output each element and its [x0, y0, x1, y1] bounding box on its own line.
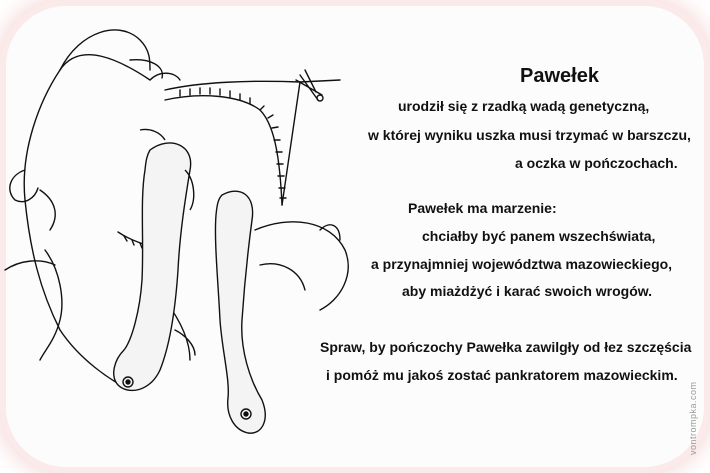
- poem-line: Spraw, by pończochy Pawełka zawilgły od łez szczęścia: [320, 339, 692, 355]
- poem-line: aby miażdżyć i karać swoich wrogów.: [402, 283, 653, 299]
- poem-title: Pawełek: [520, 65, 599, 87]
- poem-line: w której wyniku uszka musi trzymać w barszczu,: [368, 127, 691, 143]
- site-credit: vontrompka.com: [688, 381, 698, 455]
- poem-line: urodził się z rzadką wadą genetyczną,: [398, 98, 650, 114]
- stitches: [180, 88, 286, 198]
- left-stocking: [114, 143, 191, 391]
- poem-line: a przynajmniej województwa mazowieckiego,: [371, 256, 673, 272]
- poem-line: a oczka w pończochach.: [515, 155, 678, 171]
- scalp-line: [165, 81, 300, 90]
- right-stocking: [215, 191, 265, 433]
- poem-line: chciałby być panem wszechświata,: [422, 228, 656, 244]
- poem-line: Pawełek ma marzenie:: [408, 200, 557, 216]
- poem-line: i pomóż mu jakoś zostać pankratorem mazowieckim.: [326, 367, 678, 383]
